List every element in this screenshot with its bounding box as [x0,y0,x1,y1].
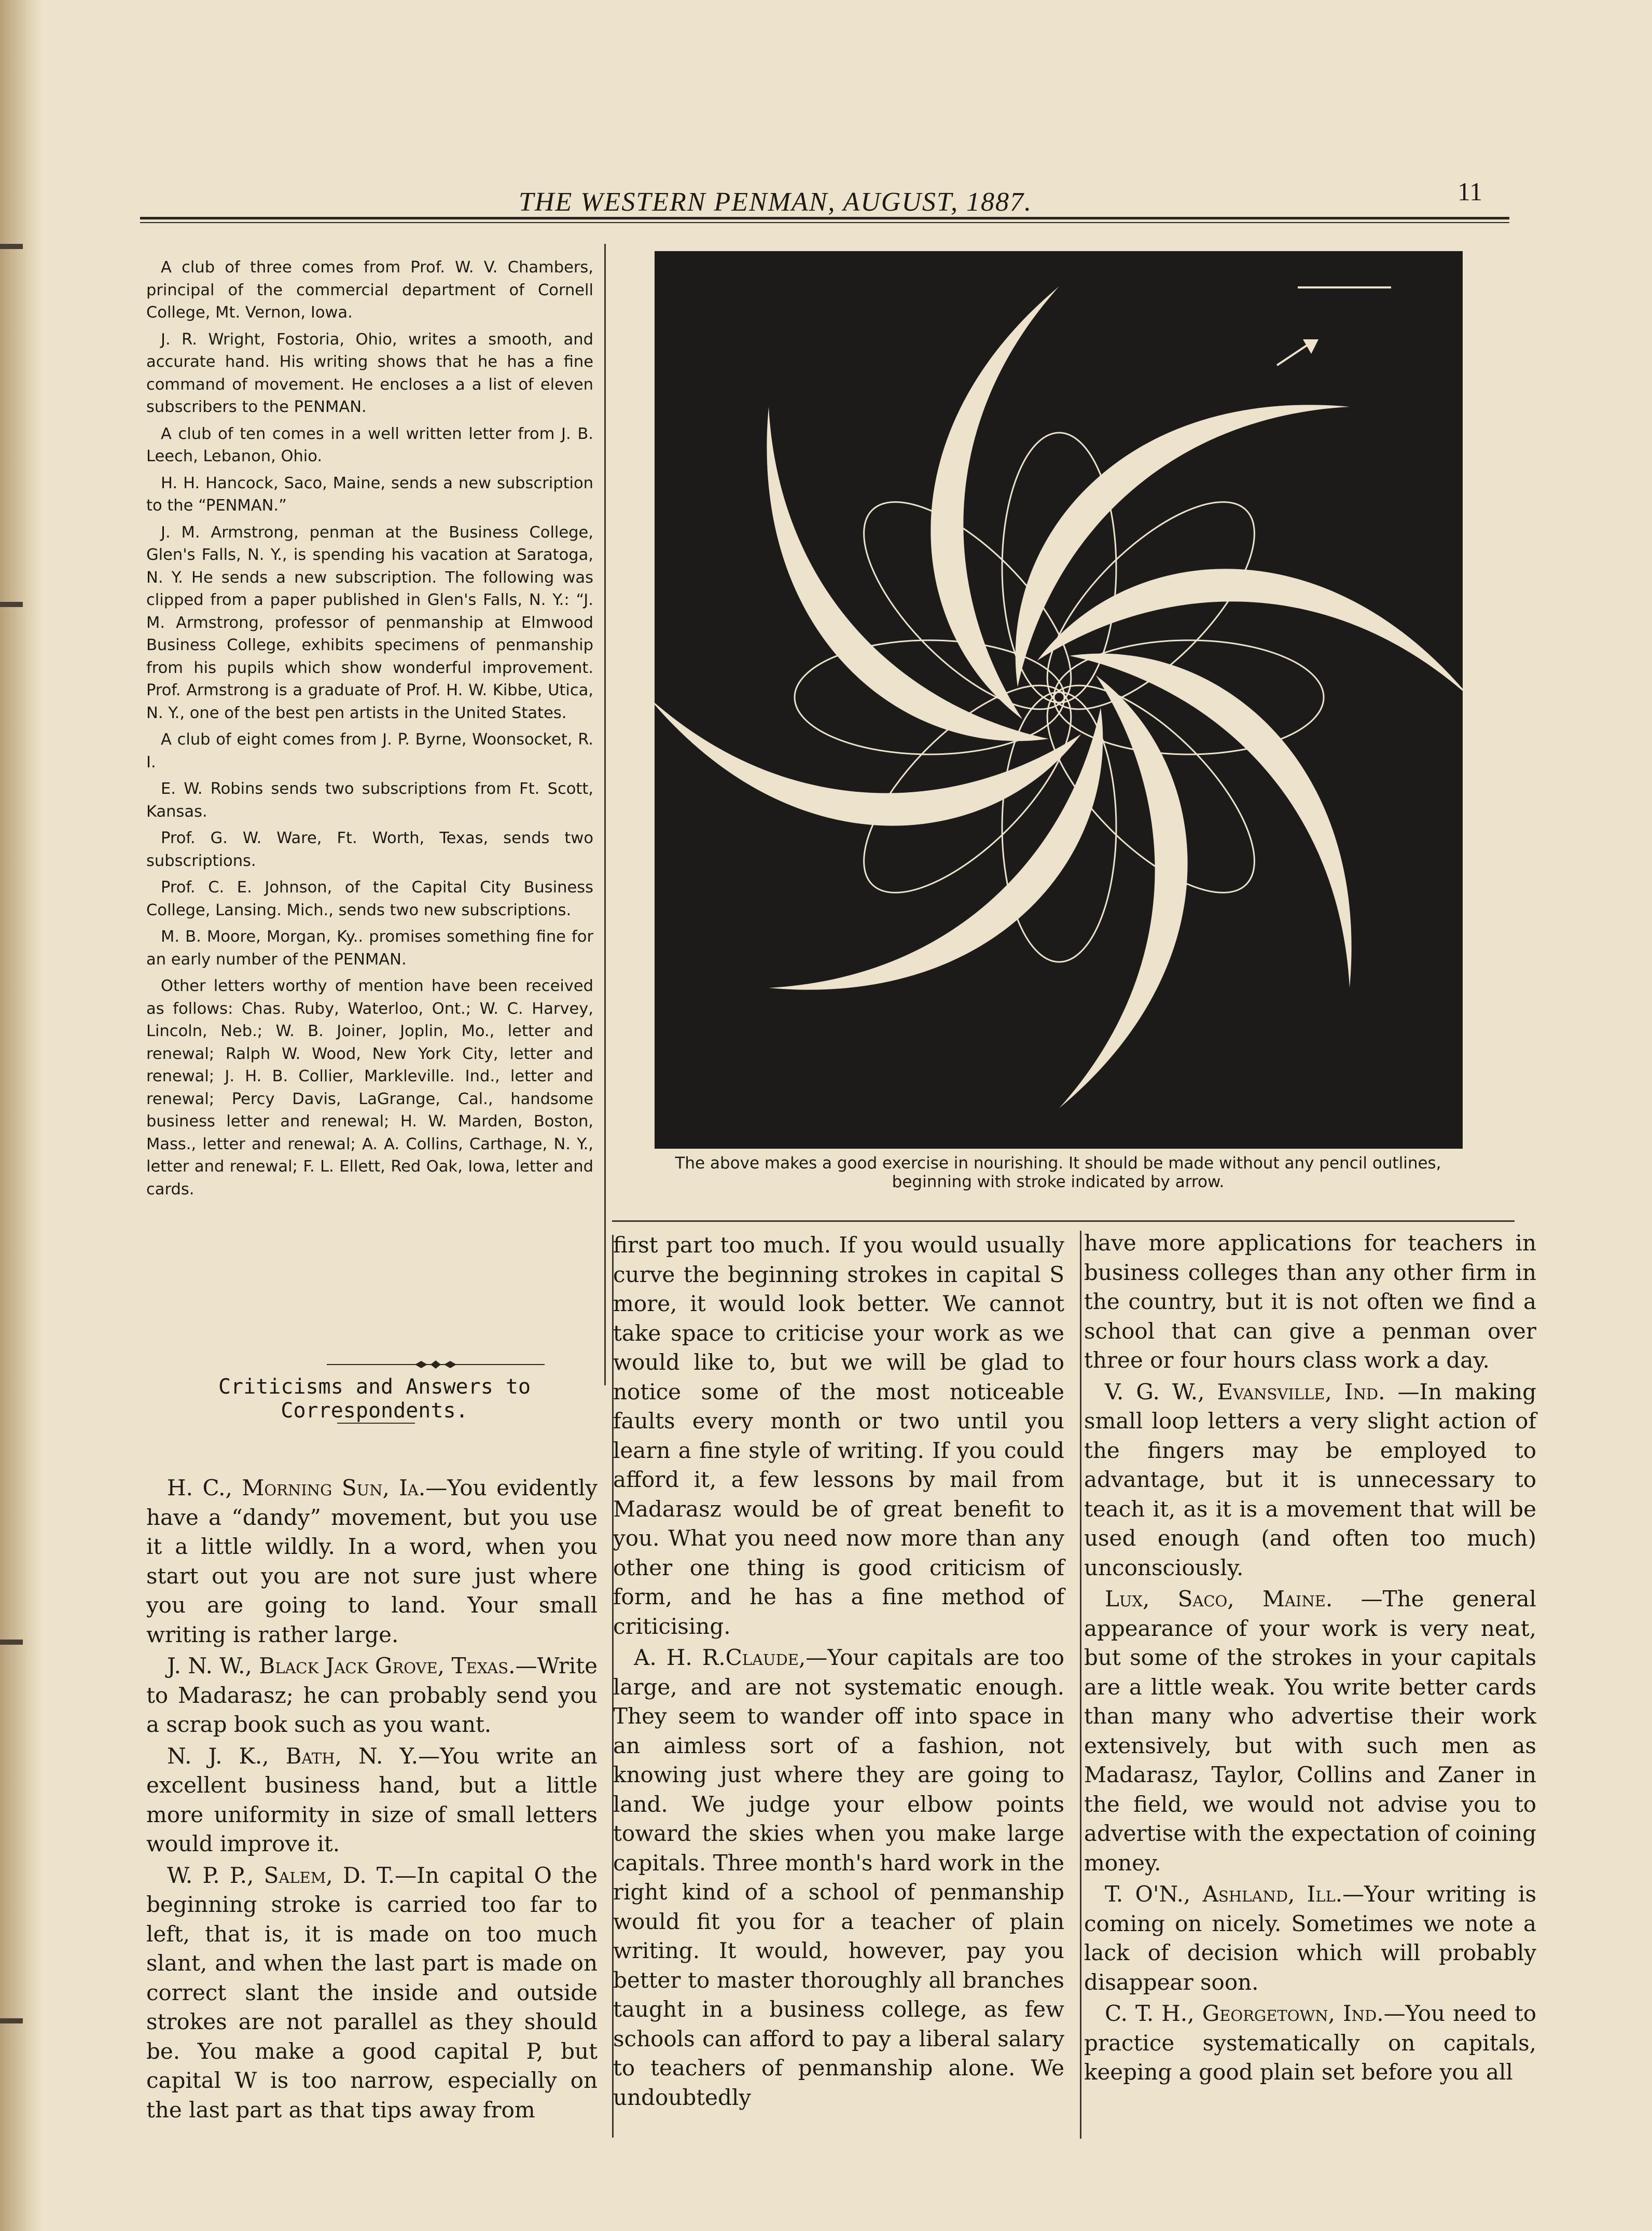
running-header: THE WESTERN PENMAN, AUGUST, 1887. [519,187,1032,217]
section-title: Criticisms and Answers to Correspondents. [218,1375,531,1423]
answer-heading: W. P. P., Salem, D. T. [167,1862,395,1888]
binding-edge [0,0,43,2231]
note-paragraph: Prof. G. W. Ware, Ft. Worth, Texas, sends two subscriptions. [146,829,593,870]
note-paragraph: E. W. Robins sends two subscriptions from Ft. Scott, Kansas. [146,780,593,821]
answer-text: —The general appearance of your work is very neat, but some of the strokes in your capitals are a little weak. You write better cards than many who advertise their work extensively, but with such men as Madarasz, Taylor, Collins and Zaner in the field, we would not advise you to advertise with the expectation of coining money. [1084,1586,1537,1876]
answers-column-left [146,1473,598,2127]
answer-text: —In capital O the beginning stroke is carried too far to left, that is, it is made on too much slant, and when the last part is made on correct slant the inside and outside strokes are not parallel as they should be. You make a good capital P, but capital W is too narrow, especially on the last part as that tips away from [146,1862,598,2123]
note-paragraph: J. M. Armstrong, penman at the Business College, Glen's Falls, N. Y., is spending his vacation at Saratoga, N. Y. He sends a new subscription. The following was clipped from a paper published in Glen's Falls, N. Y.: “J. M. Armstrong, professor of penmanship at Elmwood Business College, exhibits specimens of penmanship from his pupils which show wonderful improvement. Prof. Armstrong is a graduate of Prof. H. W. Kibbe, Utica, N. Y., one of the best pen artists in the United States. [146,523,593,722]
answer-text: —In making small loop letters a very slight action of the fingers may be employed to advantage, but it is unnecessary to teach it, as it is a movement that will be used enough (and often too much) unconsciously. [1084,1379,1537,1580]
answer-heading: Lux, Saco, Maine. [1105,1586,1333,1612]
ornamental-divider [327,1358,545,1371]
answer-heading: V. G. W., Evansville, Ind. [1105,1379,1385,1404]
note-paragraph: M. B. Moore, Morgan, Ky.. promises something fine for an early number of the PENMAN. [146,928,593,969]
answer-continuation: have more applications for teachers in business colleges than any other firm in the country, but it is not often we find a school that can give a penman over three or four hours class work a day. [1084,1230,1536,1373]
header-rule [140,217,1509,219]
answer-heading: J. N. W., Black Jack Grove, Texas. [167,1653,516,1678]
answer-heading: T. O'N., Ashland, Ill. [1105,1881,1343,1907]
answer-text: —Your capitals are too large, and are not systematic enough. They seem to wander off into space in an aimless sort of a fashion, not knowing just where they are going to land. We judge your elbow points toward the skies when you make large capitals. Three month's hard work in the right kind of a school of penmanship would fit you for a teacher of plain writing. It would, however, pay you better to master thoroughly all branches taught in a business college, as few schools can afford to pay a liberal salary to teachers of penmanship alone. We undoubtedly [613,1645,1064,2110]
answer-text: —You write an excellent business hand, but a little more uniformity in size of small letters would improve it. [146,1743,598,1856]
answer-heading: H. C., Morning Sun, Ia. [167,1475,426,1500]
note-paragraph: A club of ten comes in a well written letter from J. B. Leech, Lebanon, Ohio. [146,424,593,465]
answer-paragraph [1084,1585,1536,1878]
note-paragraph: Prof. C. E. Johnson, of the Capital City Business College, Lansing. Mich., sends two new subscriptions. [146,878,593,919]
header-rule [140,222,1509,223]
binding-mark [0,1640,23,1645]
answer-text: —You need to practice systematically on capitals, keeping a good plain set before you all [1084,2001,1536,2085]
answer-paragraph [1084,1378,1536,1583]
answer-paragraph [146,1473,598,1649]
binding-mark [0,2018,23,2023]
answer-paragraph [146,1861,598,2125]
flourish-illustration [655,251,1463,1149]
answer-heading: N. J. K., Bath, N. Y. [167,1743,419,1769]
answer-text: —You evidently have a “dandy” movement, but you use it a little wildly. In a word, when you start out you are not sure just where you are going to land. Your small writing is rather large. [146,1475,598,1647]
note-paragraph: A club of eight comes from J. P. Byrne, Woonsocket, R. I. [146,731,593,772]
page-number: 11 [1457,177,1483,206]
answer-paragraph [146,1651,598,1740]
note-paragraph: Other letters worthy of mention have been received as follows: Chas. Ruby, Waterloo, Ont.; W. C. Harvey, Lincoln, Neb.; W. B. Joiner, Joplin, Mo., letter and renewal; Ralph W. Wood, New York City, letter and renewal; J. H. B. Collier, Markleville. Ind., letter and renewal; Percy Davis, LaGrange, Cal., handsome business letter and renewal; H. W. Marden, Boston, Mass., letter and renewal; A. A. Collins, Carthage, N. Y., letter and renewal; F. L. Ellett, Red Oak, Iowa, letter and cards. [146,977,593,1199]
answer-continuation: first part too much. If you would usually curve the beginning strokes in capital S more, it would look better. We cannot take space to criticise your work as we would like to, but we will be glad to notice some of the most noticeable faults every month or two until you learn a fine style of writing. If you could afford it, a few lessons by mail from Madarasz would be of great benefit to you. What you need now more than any other one thing is good criticism of form, and he has a fine method of criticising. [613,1232,1064,1639]
binding-mark [0,244,23,249]
note-paragraph: H. H. Hancock, Saco, Maine, sends a new subscription to the “PENMAN.” [146,474,593,515]
caption-rule [612,1220,1515,1222]
answer-paragraph [1084,1999,1536,2087]
news-notes-column [146,256,593,1205]
answers-column-middle [613,1231,1064,2114]
note-paragraph: A club of three comes from Prof. W. V. Chambers, principal of the commercial department of Cornell College, Mt. Vernon, Iowa. [146,258,593,322]
binding-mark [0,602,23,607]
short-rule [337,1423,415,1424]
answer-paragraph [146,1742,598,1859]
illustration-caption: The above makes a good exercise in nourishing. It should be made without any pencil outlines, beginning with stroke indicated by arrow. [675,1154,1441,1191]
answer-paragraph [613,1643,1064,2112]
answer-text: —Your writing is coming on nicely. Sometimes we note a lack of decision which will probably disappear soon. [1084,1881,1536,1995]
answer-paragraph [1084,1880,1536,1997]
note-paragraph: J. R. Wright, Fostoria, Ohio, writes a smooth, and accurate hand. His writing shows that he has a fine command of movement. He encloses a a list of eleven subscribers to the PENMAN. [146,330,593,416]
flourish-drawing [655,251,1463,1149]
answers-column-right [1080,1229,1536,2089]
answer-heading: C. T. H., Georgetown, Ind. [1105,2001,1384,2026]
answer-heading: A. H. R.Claude, [634,1645,806,1670]
column-rule [604,244,606,1385]
answer-text: —Write to Madarasz; he can probably send you a scrap book such as you want. [146,1653,598,1737]
